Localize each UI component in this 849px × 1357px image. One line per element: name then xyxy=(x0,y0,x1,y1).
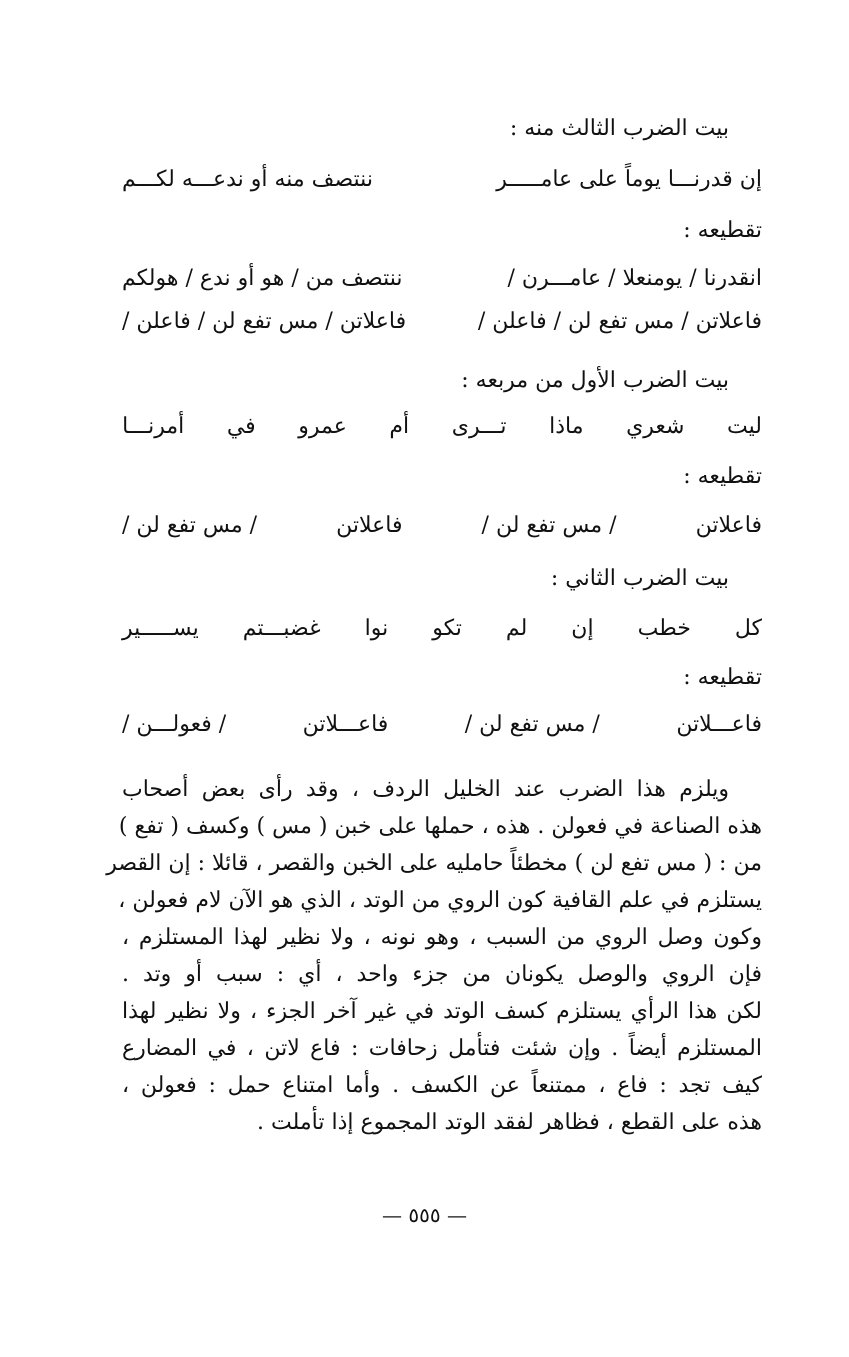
meter-foot: فاعلاتن xyxy=(336,513,403,538)
section1-scan-heading: تقطيعه : xyxy=(683,218,762,243)
meter-foot: / مس تفع لن / xyxy=(481,513,617,538)
meter-foot: / فعولـــن / xyxy=(122,712,227,737)
verse-word: غضبـــتم xyxy=(242,616,321,641)
verse-first-hemistich: إن قدرنـــا يوماً على عامـــــر xyxy=(496,167,762,192)
prose-line: من : ( مس تفع لن ) مخطئاً حامليه على الخبن والقصر ، قائلا : إن القصر xyxy=(106,851,762,876)
verse-word: شعري xyxy=(626,414,685,439)
meter-first-half: فاعلاتن / مس تفع لن / فاعلن / xyxy=(477,309,762,334)
scansion-second-half: ننتصف من / هو أو ندع / هولكم xyxy=(122,266,403,291)
verse-word: ماذا xyxy=(549,414,584,439)
prose-line: هذه الصناعة في فعولن . هذه ، حملها على خبن ( مس ) وكسف ( تفع ) xyxy=(118,814,762,839)
section1-heading: بيت الضرب الثالث منه : xyxy=(509,116,729,141)
section3-meter-line xyxy=(122,708,762,742)
prose-line: هذه على القطع ، فظاهر لفقد الوتد المجموع إذا تأملت . xyxy=(257,1110,762,1135)
section2-verse xyxy=(122,410,762,444)
meter-second-half: فاعلاتن / مس تفع لن / فاعلن / xyxy=(122,309,407,334)
verse-second-hemistich: ننتصف منه أو ندعـــه لكـــم xyxy=(122,167,373,192)
meter-foot: فاعـــلاتن xyxy=(676,712,762,737)
meter-foot: / مس تفع لن / xyxy=(464,712,600,737)
meter-foot: فاعـــلاتن xyxy=(302,712,389,737)
prose-line: يستلزم في علم القافية كون الروي من الوتد ، الذي هو الآن لام فعولن ، xyxy=(118,888,762,913)
section3-heading: بيت الضرب الثاني : xyxy=(550,566,729,591)
verse-word: إن xyxy=(571,616,594,641)
prose-line: المستلزم أيضاً . وإن شئت فتأمل زحافات : فاع لاتن ، في المضارع xyxy=(122,1036,762,1061)
verse-word: تكو xyxy=(432,616,462,641)
prose-line: كيف تجد : فاع ، ممتنعاً عن الكسف . وأما امتناع حمل : فعولن ، xyxy=(122,1073,762,1098)
verse-word: لم xyxy=(505,616,528,641)
meter-foot: / مس تفع لن / xyxy=(122,513,258,538)
prose-line: وكون وصل الروي من السبب ، وهو نونه ، ولا نظير لهذا المستلزم ، xyxy=(122,925,762,950)
section2-scan-heading: تقطيعه : xyxy=(683,464,762,489)
meter-foot: فاعلاتن xyxy=(695,513,762,538)
section3-verse xyxy=(122,612,762,646)
section2-heading: بيت الضرب الأول من مربعه : xyxy=(461,368,729,393)
verse-word: خطب xyxy=(637,616,691,641)
prose-line: لكن هذا الرأي يستلزم كسف الوتد في غير آخر الجزء ، ولا نظير لهذا xyxy=(122,999,762,1024)
scansion-first-half: انقدرنا / يومنعلا / عامـــرن / xyxy=(507,266,762,291)
verse-word: أم xyxy=(389,414,410,439)
section1-scansion-line xyxy=(122,262,762,296)
verse-word: كل xyxy=(734,616,762,641)
verse-word: ليت xyxy=(727,414,762,439)
verse-word: تـــرى xyxy=(451,414,507,439)
section3-scan-heading: تقطيعه : xyxy=(683,665,762,690)
prose-line: ويلزم هذا الضرب عند الخليل الردف ، وقد رأى بعض أصحاب xyxy=(122,777,729,802)
verse-word: في xyxy=(226,414,256,439)
verse-word: عمرو xyxy=(298,414,347,439)
verse-word: أمرنـــا xyxy=(122,414,185,439)
page-number: — ٥٥٥ — xyxy=(382,1203,467,1227)
verse-word: يســـــير xyxy=(122,616,199,641)
section1-meter-line xyxy=(122,305,762,339)
verse-word: نوا xyxy=(364,616,389,641)
section2-meter-line xyxy=(122,509,762,543)
prose-line: فإن الروي والوصل يكونان من جزء واحد ، أي : سبب أو وتد . xyxy=(122,962,762,987)
section1-verse xyxy=(122,163,762,197)
